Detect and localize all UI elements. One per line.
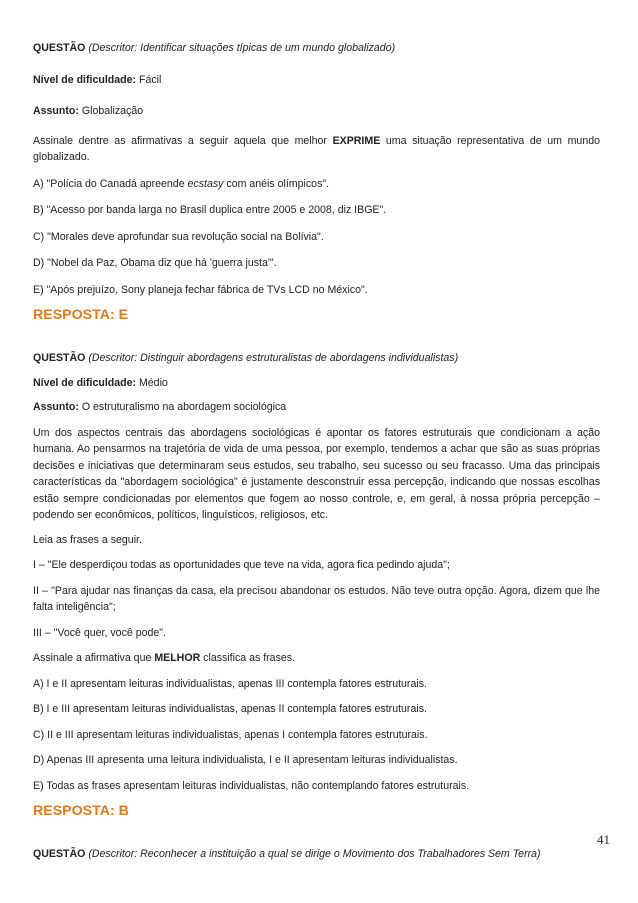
q2-paragraph: Um dos aspectos centrais das abordagens sociológicas é apontar os fatores estruturais que condicionam a ação humana. Ao pensarmos na trajetória de vida de uma pessoa, por exemplo, tendemos a achar que são as suas próprias decisões e iniciativas que determinaram seus estudos, seu trabalho, seu sucesso ou seu fracasso. Uma das principais características da "abordagem sociológica" é justamente desconstruir essa percepção, indicando que nossas escolhas estão sempre condicionadas por elementos que fogem ao nosso controle, e, em geral, à nossa própria percepção – podendo ser econômicos, políticos, linguísticos, religiosos, etc. [33,426,600,521]
q1-option-e: E) "Após prejuízo, Sony planeja fechar fábrica de TVs LCD no México". [33,283,368,296]
q1-stem-pre: Assinale dentre as afirmativas a seguir aquela que melhor [33,134,333,147]
q2-subject [33,399,600,416]
q2-option-b: B) I e III apresentam leituras individualistas, apenas II contempla fatores estruturais. [33,703,427,715]
q1-descriptor: (Descritor: Identificar situações típicas de um mundo globalizado) [88,42,396,54]
q3-label: QUESTÃO [33,848,86,860]
q2-stem-emphasis: MELHOR [154,652,201,664]
q3-descriptor: (Descritor: Reconhecer a instituição a qual se dirige o Movimento dos Trabalhadores Sem Terra) [88,848,541,860]
page-number: 41 [597,832,610,847]
q2-subject-label: Assunto: [33,401,79,413]
q1-level-label: Nível de dificuldade: [33,73,137,86]
q1-option-d: D) "Nobel da Paz, Obama diz que há 'guerra justa'". [33,257,277,269]
q2-option-c: C) II e III apresentam leituras individualistas, apenas I contempla fatores estruturais. [33,728,428,741]
q2-option-d: D) Apenas III apresenta uma leitura individualista, I e II apresentam leituras individualistas. [33,754,458,766]
q1-option-a-post: com anéis olímpicos". [223,177,330,190]
q1-subject [33,103,600,120]
q2-option-a: A) I e II apresentam leituras individualistas, apenas III contempla fatores estruturais. [33,677,427,690]
q2-read-instruction: Leia as frases a seguir. [33,533,142,546]
q1-option-a-pre: A) "Polícia do Canadá apreende [33,177,188,190]
q2-sentence-iii: III – "Você quer, você pode". [33,626,166,639]
q2-sentence-ii: II – "Para ajudar nas finanças da casa, ela precisou abandonar os estudos. Não teve outra opção. Agora, dizem que lhe falta inteligência"; [33,584,600,613]
q2-level-label: Nível de dificuldade: [33,376,137,389]
q2-descriptor: (Descritor: Distinguir abordagens estruturalistas de abordagens individualistas) [88,352,459,364]
q2-answer: RESPOSTA: B [33,803,129,819]
q1-heading [33,40,600,57]
q1-level [33,72,600,89]
q1-stem-post: uma situação representativa de um mundo globalizado. [33,134,601,163]
document-page [33,40,600,863]
q2-level [33,375,600,392]
q2-subject-value: O estruturalismo na abordagem sociológica [81,401,287,413]
q1-stem [33,133,600,166]
q2-sentence-i: I – "Ele desperdiçou todas as oportunidades que teve na vida, agora fica pedindo ajuda"; [33,559,450,571]
q2-level-value: Médio [138,376,168,389]
q1-stem-emphasis: EXPRIME [332,134,381,147]
q2-stem-pre: Assinale a afirmativa que [33,652,155,664]
q1-answer: RESPOSTA: E [33,307,129,323]
q1-level-value: Fácil [138,73,162,86]
q1-option-c: C) "Morales deve aprofundar sua revolução social na Bolívia". [33,230,324,243]
q1-subject-label: Assunto: [33,105,79,117]
q2-stem-post: classifica as frases. [200,652,296,664]
q1-option-b: B) "Acesso por banda larga no Brasil duplica entre 2005 e 2008, diz IBGE". [33,204,387,216]
q3-heading [33,846,600,863]
q1-label: QUESTÃO [33,42,86,54]
q2-heading [33,350,600,367]
q1-option-a-italic: ecstasy [187,177,224,190]
q2-stem [33,650,600,667]
q2-label: QUESTÃO [33,352,86,364]
q2-option-e: E) Todas as frases apresentam leituras individualistas, não contemplando fatores estruturais. [33,779,470,792]
q1-option-a [33,176,600,193]
q1-subject-value: Globalização [81,105,144,117]
